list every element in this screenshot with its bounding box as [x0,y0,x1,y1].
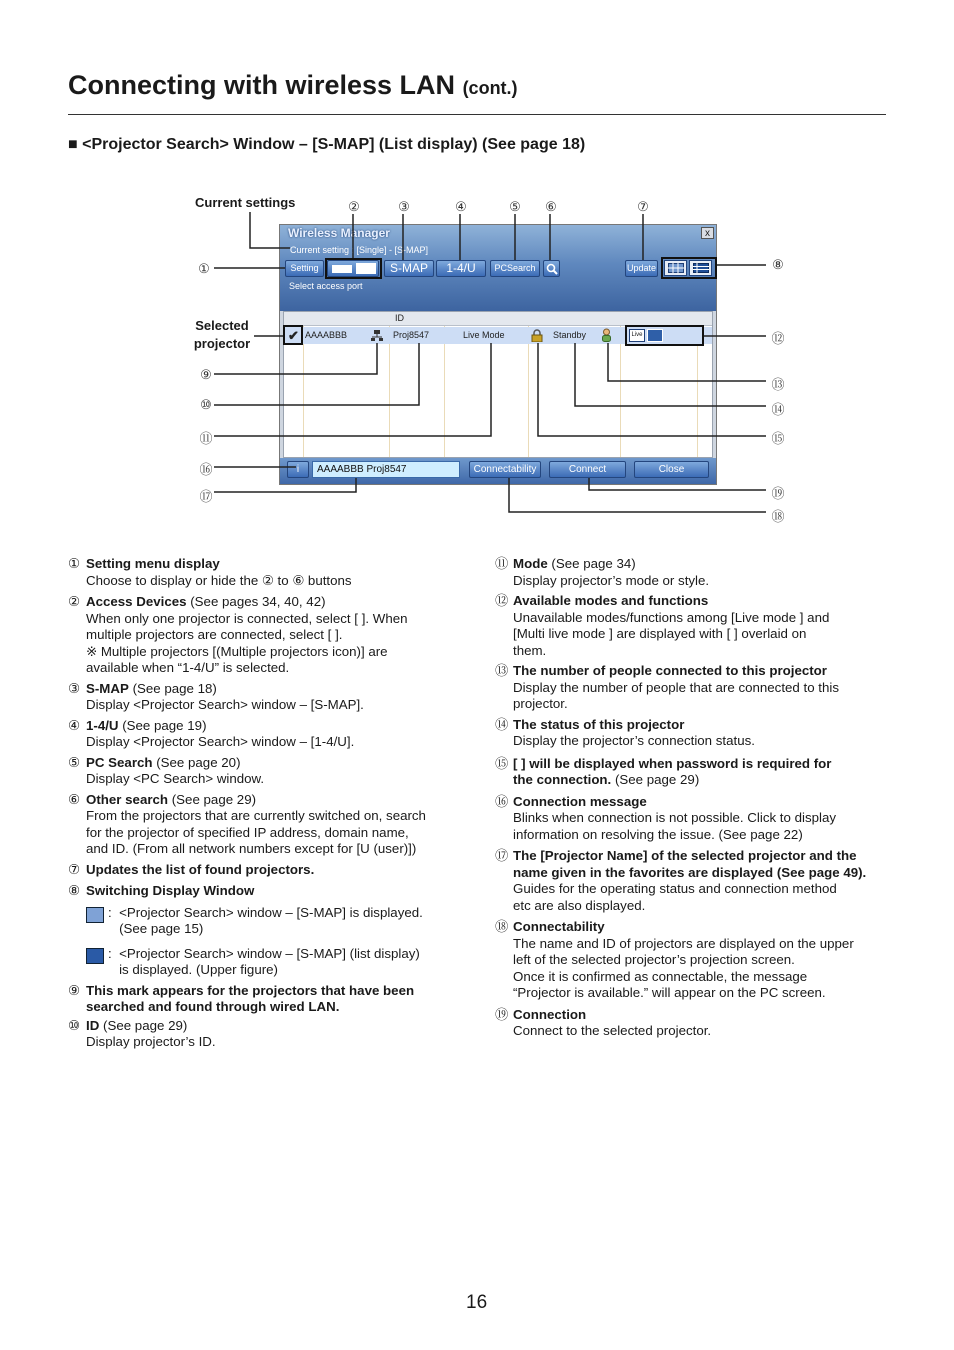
callout-4: ④ [455,199,467,214]
list-item [68,681,463,714]
list-item [495,556,890,589]
item-body [86,792,463,858]
item-line: Display projector’s mode or style. [513,572,710,588]
item-line: The name and ID of projectors are displayed on the upper [513,935,854,951]
list-item [68,594,463,677]
item-line: Display the number of people that are connected to this [513,679,839,695]
section-heading: ■ <Projector Search> Window – [S-MAP] (List display) (See page 18) [68,136,586,153]
callout-16: ⑯ [199,462,213,477]
item-number: ⑨ [68,982,80,998]
leader-lines [0,0,954,540]
item-title: Available modes and functions [513,593,709,608]
item-line: left of the selected projector’s projection screen. [513,952,795,967]
item-line: Display <Projector Search> window – [S-MAP]. [86,697,364,712]
item-number: ① [68,556,80,571]
item-line: “Projector is available.” will appear on the PC screen. [513,985,826,1000]
list-item [495,663,890,713]
item-body [86,883,463,979]
page-title-suffix: (cont.) [462,78,518,98]
callout-8: ⑧ [772,257,784,272]
item-title: Access Devices [86,594,187,609]
callout-7: ⑦ [637,199,649,214]
item-body [86,594,463,677]
list-item [495,794,890,844]
list-item [68,883,463,979]
item-line: Choose to display or hide the ② to ⑥ buttons [86,572,352,588]
item-title: Updates the list of found projectors. [86,861,315,877]
pcsearch-button[interactable]: PCSearch [490,260,540,277]
list-item [495,848,890,914]
item-number: ⑭ [495,716,509,732]
item-number: ⑩ [68,1017,80,1033]
connection-message-field[interactable]: AAAABBB Proj8547 [312,461,460,478]
item-line: [Multi live mode ] are displayed with [ ] overlaid on [513,626,807,641]
close-button[interactable]: Close [634,461,709,478]
callout-15: ⑮ [771,431,785,446]
item-title: Connection message [513,793,647,809]
item-page-ref: (See page 19) [122,717,207,733]
item-line: When only one projector is connected, select [ ]. When [86,610,408,626]
item-title: The number of people connected to this projector [513,663,827,678]
item-body [513,593,890,659]
item-body [513,848,890,914]
list-item [68,792,463,858]
item-page-ref: (See page 20) [156,754,241,770]
callout-3: ③ [398,199,410,214]
item-body [86,983,463,1016]
item-body [513,663,890,713]
info-button[interactable]: i [287,461,309,478]
list-item [68,862,463,879]
window-close-button[interactable]: x [701,227,714,239]
item-number: ② [68,594,80,609]
item-number: ⑲ [495,1006,509,1022]
item-title: Mode [513,556,548,571]
figure [0,0,954,540]
item-line: them. [513,642,547,658]
item-line: and ID. (From all network numbers except for [U (user)]) [86,841,417,856]
item-number: ⑯ [495,793,509,809]
callout-5: ⑤ [509,199,521,214]
item-title: PC Search [86,754,153,770]
callout-18: ⑱ [771,509,785,524]
item-body [513,919,890,1002]
item-line: projector. [513,696,568,711]
item-line: Blinks when connection is not possible. Click to display [513,810,836,825]
item-body [86,862,463,879]
smap-button[interactable]: S-MAP [384,260,434,277]
list-item [68,755,463,788]
page-number: 16 [466,1292,488,1313]
callout-11: ⑪ [199,431,213,446]
item-title: S-MAP [86,680,129,696]
item-line: information on resolving the issue. (See page 22) [513,826,803,842]
item-page-ref: (See page 29) [103,1017,188,1033]
switching-line: (See page 15) [108,921,204,936]
item-number: ⑦ [68,861,80,877]
callout-9: ⑨ [200,367,212,382]
item-body [513,756,890,789]
right-item-list [495,556,890,1040]
list-item [68,556,463,589]
list-item [68,1018,463,1051]
item-number: ⑰ [495,848,509,863]
item-body [513,794,890,844]
item-title: 1-4/U [86,717,119,733]
map-view-icon [86,907,104,923]
page-title-text: Connecting with wireless LAN [68,70,456,100]
item-line: available when “1-4/U” is selected. [86,660,290,675]
item-body [513,556,890,589]
item-number: ⑧ [68,883,80,898]
item-page-ref: (See page 34) [551,556,636,571]
item-page-ref: (See pages 34, 40, 42) [190,594,326,609]
fouru-button[interactable]: 1-4/U [436,260,486,277]
callout-19: ⑲ [771,486,785,501]
row-status: Standby [553,330,587,340]
switching-line: : <Projector Search> window – [S-MAP] is displayed. [108,904,423,920]
item-page-ref: (See page 29) [171,791,257,807]
current-setting-text: Current setting : [Single] - [S-MAP] [290,245,429,255]
list-view-icon [86,948,104,964]
callout-17: ⑰ [199,489,213,504]
callout-12: ⑫ [771,331,785,346]
label-selected-projector: Selected projector [193,318,251,351]
left-item-list [68,556,463,1051]
item-line: etc are also displayed. [513,897,646,913]
item-number: ⑮ [495,755,509,771]
item-line: Display the projector’s connection status. [513,733,755,748]
item-body [86,681,463,714]
list-column-id: ID [395,313,404,323]
switching-entry [86,946,463,979]
item-line: Unavailable modes/functions among [Live mode ] and [513,609,830,625]
item-title-cont: name given in the favorites are displayed (See page 49). [513,864,867,880]
item-line: Guides for the operating status and connection method [513,881,837,896]
item-line: multiple projectors are connected, select [ ]. [86,627,343,642]
list-item [495,717,890,750]
item-number: ⑱ [495,919,509,934]
list-item [495,593,890,659]
item-title: Connection [513,1006,587,1022]
item-title-cont: searched and found through wired LAN. [86,999,340,1014]
item-line: Display projector’s ID. [86,1034,216,1049]
right-column [495,556,890,1044]
connectability-button[interactable]: Connectability [469,461,541,478]
list-item [68,718,463,751]
callout-1: ① [198,261,210,276]
callout-13: ⑬ [771,377,785,392]
item-title: Other search [86,791,169,807]
list-item [68,983,463,1016]
item-line: Display <PC Search> window. [86,771,265,786]
switching-line: : <Projector Search> window – [S-MAP] (list display) [108,945,420,961]
left-column [68,556,463,1055]
item-title: Switching Display Window [86,883,255,898]
item-page-ref: (See page 29) [614,772,700,787]
item-body [86,718,463,751]
update-button[interactable]: Update [625,260,658,277]
row-projector-name: AAAABBB [305,330,348,340]
connect-button[interactable]: Connect [549,461,626,478]
select-access-port-text: Select access port [289,281,363,291]
item-line: Connect to the selected projector. [513,1023,712,1038]
callout-2: ② [348,199,360,214]
callout-6: ⑥ [545,199,557,214]
item-body [513,717,890,750]
item-page-ref: (See page 18) [132,680,217,696]
item-title: The status of this projector [513,716,685,732]
window-title: Wireless Manager [288,226,390,240]
callout-10: ⑩ [200,397,212,412]
live-mode-badge: Live [629,329,645,342]
item-line: From the projectors that are currently switched on, search [86,808,426,823]
item-body [513,1007,890,1040]
item-number: ⑫ [495,593,509,608]
row-mode: Live Mode [463,330,505,340]
item-number: ③ [68,680,80,696]
item-line: Once it is confirmed as connectable, the message [513,968,808,984]
item-number: ⑪ [495,556,509,571]
item-number: ⑬ [495,663,509,678]
item-title: [ ] will be displayed when password is required for [513,755,832,771]
item-title-cont: the connection. [513,772,612,787]
list-item [495,919,890,1002]
item-title: Setting menu display [86,556,220,571]
list-item [495,1007,890,1040]
item-line: Display <Projector Search> window – [1-4/U]. [86,734,355,749]
label-current-settings: Current settings [195,195,296,210]
item-body [86,1018,463,1051]
item-number: ⑤ [68,754,80,770]
row-check[interactable]: ✔ [288,328,299,343]
switching-line: is displayed. (Upper figure) [108,962,278,977]
item-body [86,755,463,788]
switching-entry [86,905,463,938]
setting-button[interactable]: Setting [285,260,324,277]
item-number: ④ [68,717,80,733]
item-title: Connectability [513,919,605,934]
item-line: for the projector of specified IP address, domain name, [86,824,409,840]
item-title: The [Projector Name] of the selected projector and the [513,848,857,863]
item-line: ※ Multiple projectors [(Multiple projectors icon)] are [86,643,388,659]
list-item [495,756,890,789]
callout-14: ⑭ [771,402,785,417]
item-title: This mark appears for the projectors that have been [86,982,415,998]
row-projector-id: Proj8547 [393,330,430,340]
item-number: ⑥ [68,791,80,807]
item-title: ID [86,1017,100,1033]
item-body [86,556,463,589]
